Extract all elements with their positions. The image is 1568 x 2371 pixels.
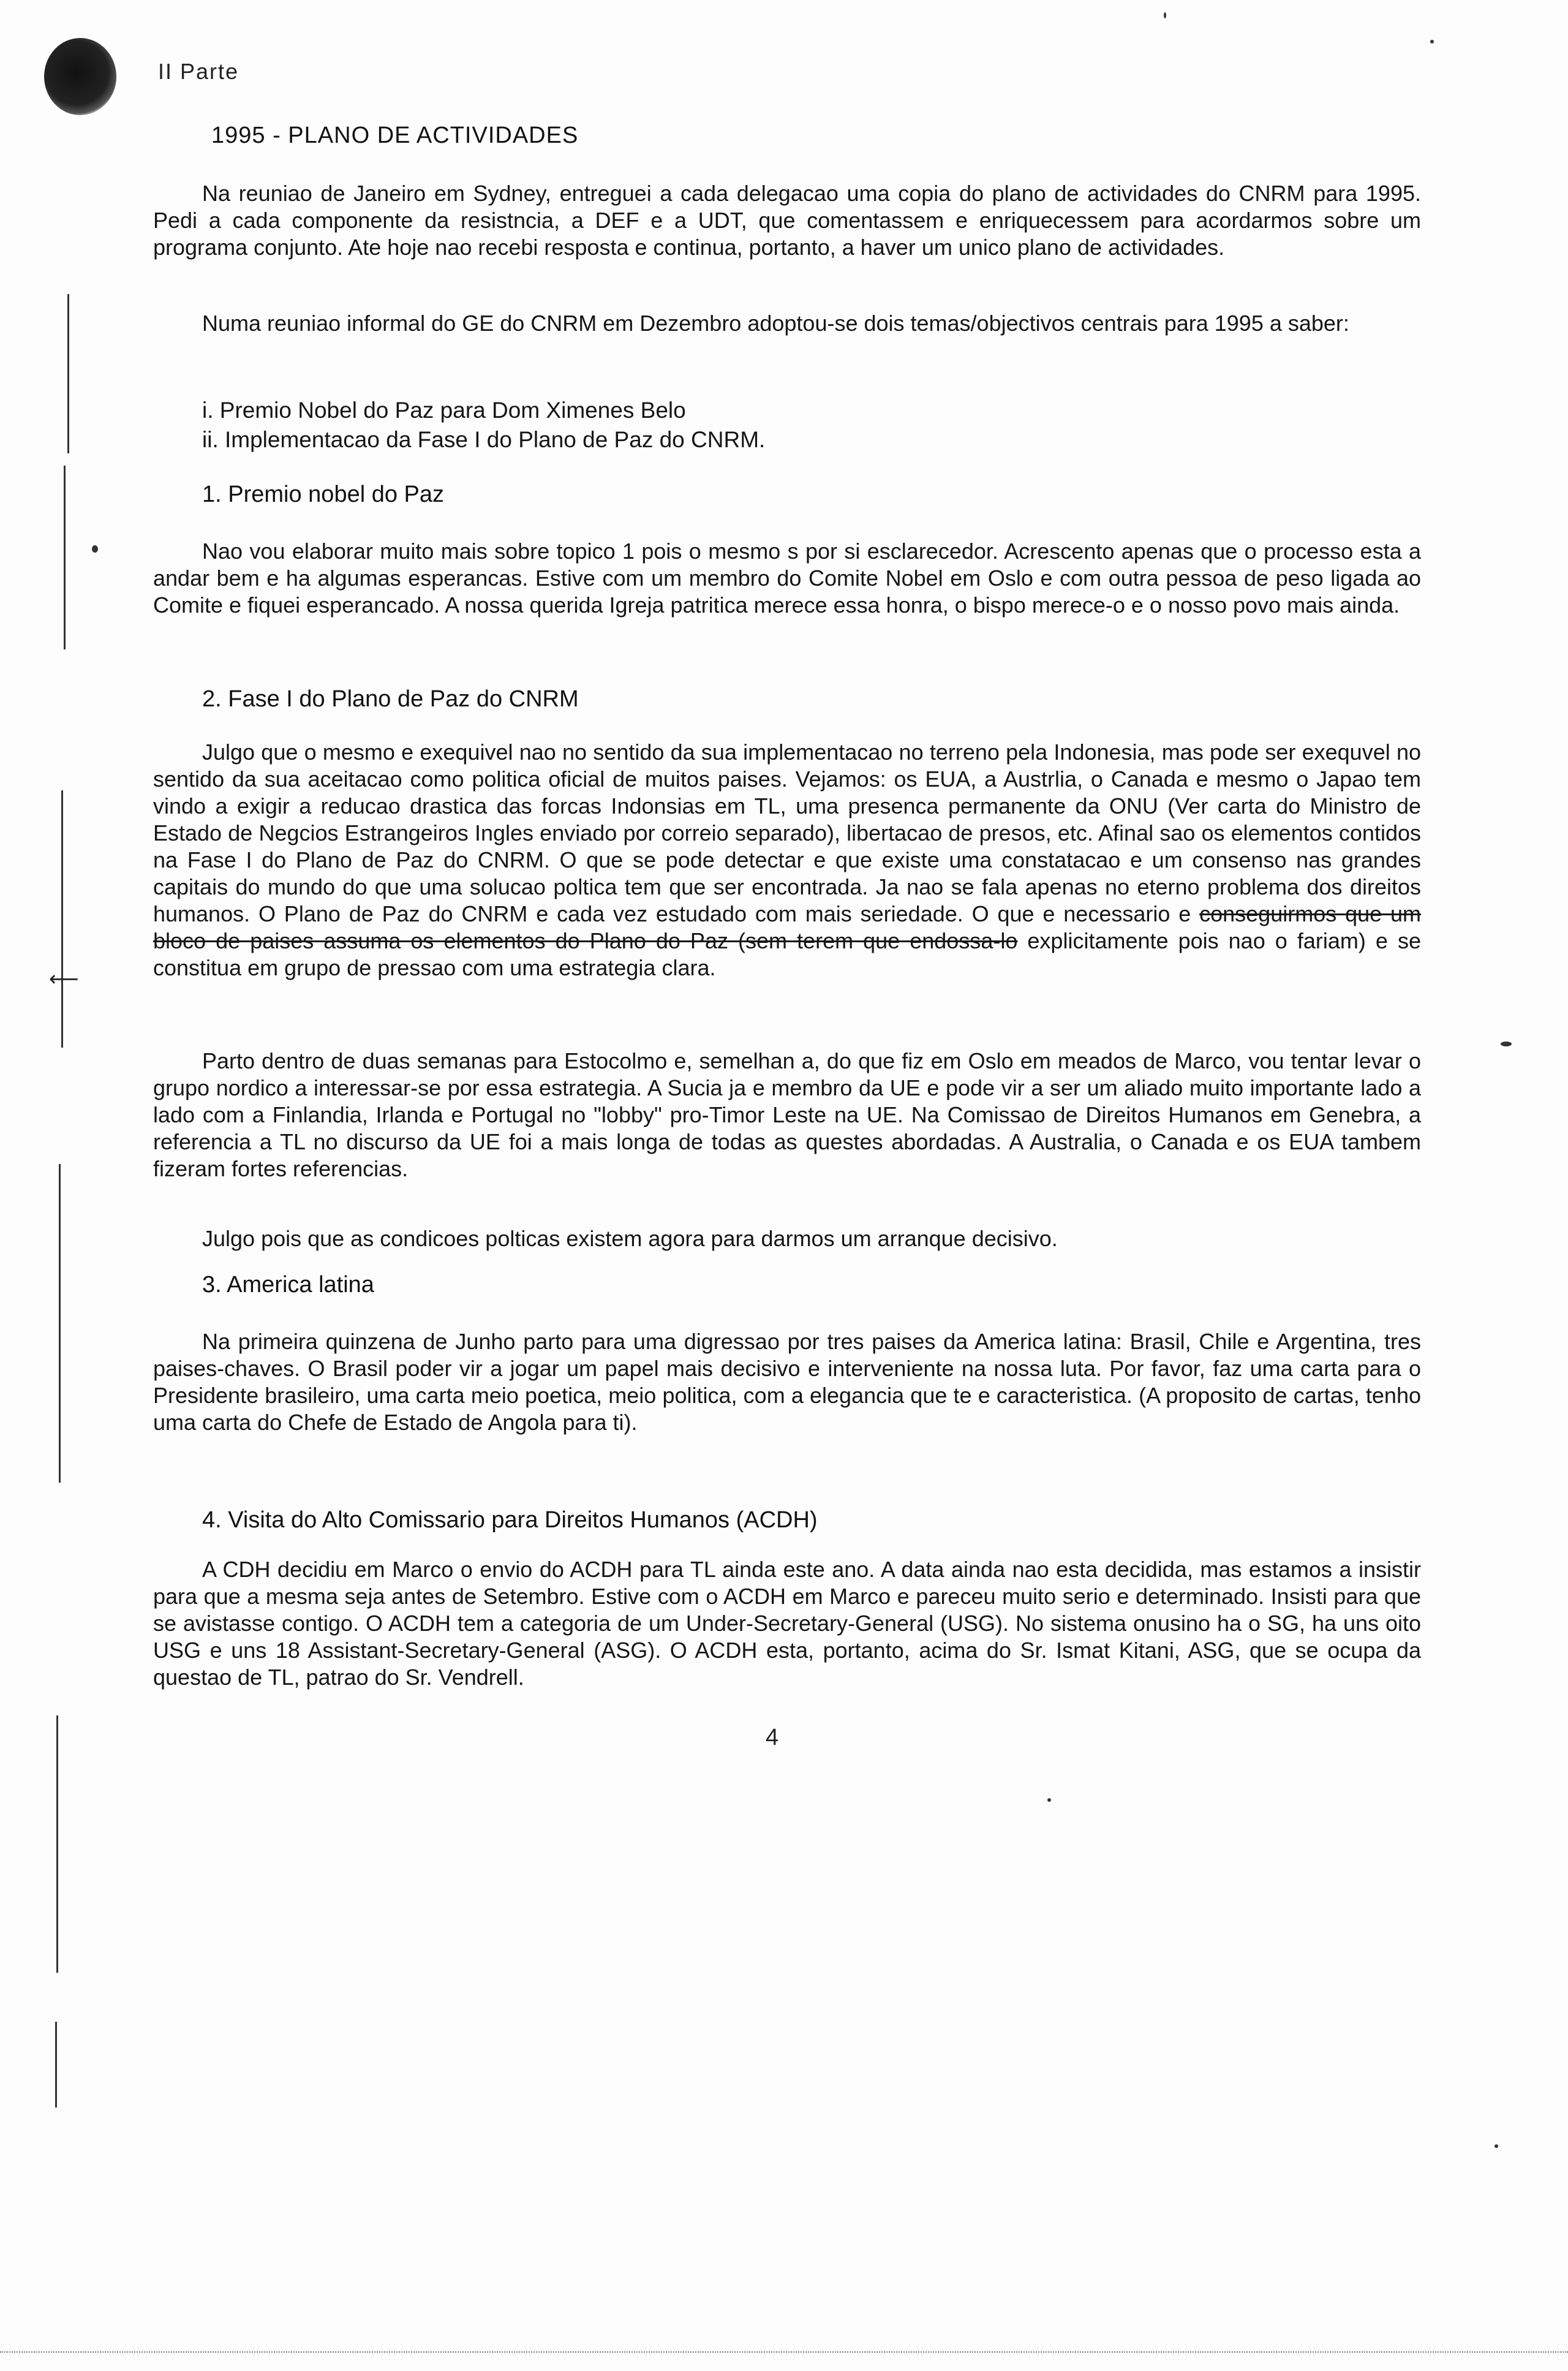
left-margin-scan-line: [64, 466, 66, 649]
left-margin-scan-line: [59, 1164, 61, 1483]
scan-speck: [1430, 40, 1434, 43]
left-margin-scan-line: [56, 1715, 58, 1973]
section-heading-fase-i: 2. Fase I do Plano de Paz do CNRM: [202, 686, 579, 712]
objective-item: ii. Implementacao da Fase I do Plano de Paz do CNRM.: [202, 427, 766, 452]
section-heading-nobel: 1. Premio nobel do Paz: [202, 482, 445, 507]
left-margin-scan-line: [61, 790, 63, 1048]
objectives-list: [202, 396, 765, 455]
handwritten-arrow-mark: ⟵: [49, 967, 79, 991]
scan-speck: [92, 545, 98, 553]
section-heading-america-latina: 3. America latina: [202, 1272, 374, 1298]
section-text-acdh: A CDH decidiu em Marco o envio do ACDH para TL ainda este ano. A data ainda nao esta decidida, mas estamos a insistir para que a mesma seja antes de Setembro. Estive com o ACDH em Marco e pareceu muito serio e determinado. Insisti para que se avistasse contigo. O ACDH tem a categoria de um Under-Secretary-General (USG). No sistema onusino ha o SG, ha uns oito USG e uns 18 Assistant-Secretary-General (ASG). O ACDH esta, portanto, acima do Sr. Ismat Kitani, ASG, que se ocupa da questao de TL, patrao do Sr. Vendrell.: [153, 1557, 1421, 1690]
page-number: 4: [766, 1725, 779, 1750]
section-heading-acdh: 4. Visita do Alto Comissario para Direitos Humanos (ACDH): [202, 1507, 818, 1533]
objective-item: i. Premio Nobel do Paz para Dom Ximenes Belo: [202, 398, 686, 423]
section-text-nobel: Nao vou elaborar muito mais sobre topico 1 pois o mesmo s por si esclarecedor. Acrescento apenas que o processo esta a andar bem e ha algumas esperancas. Estive com um membro do Comite Nobel em Oslo e com outra pessoa de peso ligada ao Comite e fiquei esperancado. A nossa querida Igreja patritica merece essa honra, o bispo merece-o e o nosso povo mais ainda.: [153, 539, 1421, 618]
struck-text: conseguirmos que um bloco de paises assuma os elementos do Plano do Paz (sem terem que endossa-lo: [153, 901, 1421, 953]
intro-paragraph: Na reuniao de Janeiro em Sydney, entreguei a cada delegacao uma copia do plano de actividades do CNRM para 1995. Pedi a cada componente da resistncia, a DEF e a UDT, que comentassem e enriquecessem para acordarmos sobre um programa conjunto. Ate hoje nao recebi resposta e continua, portanto, a haver um unico plano de actividades.: [153, 181, 1421, 260]
section-text-fase-i: [153, 739, 1421, 981]
section-text-conditions: Julgo pois que as condicoes polticas existem agora para darmos um arranque decisivo.: [202, 1226, 1058, 1251]
bottom-scan-edge: [0, 2351, 1568, 2354]
section-text-america-latina: Na primeira quinzena de Junho parto para uma digressao por tres paises da America latina: Brasil, Chile e Argentina, tres paises-chaves. O Brasil poder vir a jogar um papel mais decisivo e interveniente na nossa luta. Por favor, faz uma carta para o Presidente brasileiro, uma carta meio poetica, meio politica, com a elegancia que te e caracteristica. (A proposito de cartas, tenho uma carta do Chefe de Estado de Angola para ti).: [153, 1329, 1421, 1435]
left-margin-scan-line: [67, 294, 69, 453]
page-title: 1995 - PLANO DE ACTIVIDADES: [211, 123, 579, 148]
scan-speck: [1164, 12, 1166, 18]
ink-blot-mark: [44, 38, 116, 115]
scan-speck: [1494, 2144, 1498, 2148]
fase-i-text-end: explicitamente pois nao o fariam) e se constitua em grupo de pressao com uma estrategia clara.: [153, 928, 1421, 980]
left-margin-scan-line: [55, 2022, 57, 2108]
fase-i-text: Julgo que o mesmo e exequivel nao no sentido da sua implementacao no terreno pela Indonesia, mas pode ser exequvel no sentido da sua aceitacao como politica oficial de muitos paises. Vejamos: os EUA, a Austrlia, o Canada e mesmo o Japao tem vindo a exigir a reducao drastica das forcas Indonsias em TL, uma presenca permanente da ONU (Ver carta do Ministro de Estado de Negcios Estrangeiros Ingles enviado por correio separado), libertacao de presos, etc. Afinal sao os elementos contidos na Fase I do Plano de Paz do CNRM. O que se pode detectar e que existe uma constatacao e um consenso nas grandes capitais do mundo do que uma solucao poltica tem que ser encontrada. Ja nao se fala apenas no eterno problema dos direitos humanos. O Plano de Paz do CNRM e cada vez estudado com mais seriedade. O que e necessario e: [153, 739, 1421, 926]
scan-speck: [1047, 1798, 1051, 1802]
ge-meeting-paragraph: Numa reuniao informal do GE do CNRM em Dezembro adoptou-se dois temas/objectivos centrais para 1995 a saber:: [202, 311, 1349, 336]
part-label: II Parte: [158, 59, 239, 84]
section-text-stockholm: Parto dentro de duas semanas para Estocolmo e, semelhan a, do que fiz em Oslo em meados de Marco, vou tentar levar o grupo nordico a interessar-se por essa estrategia. A Sucia ja e membro da UE e pode vir a ser um aliado muito importante lado a lado com a Finlandia, Irlanda e Portugal no "lobby" pro-Timor Leste na UE. Na Comissao de Direitos Humanos em Genebra, a referencia a TL no discurso da UE foi a mais longa de todas as questes abordadas. A Australia, o Canada e os EUA tambem fizeram fortes referencias.: [153, 1048, 1421, 1181]
scan-speck: [1501, 1042, 1512, 1046]
